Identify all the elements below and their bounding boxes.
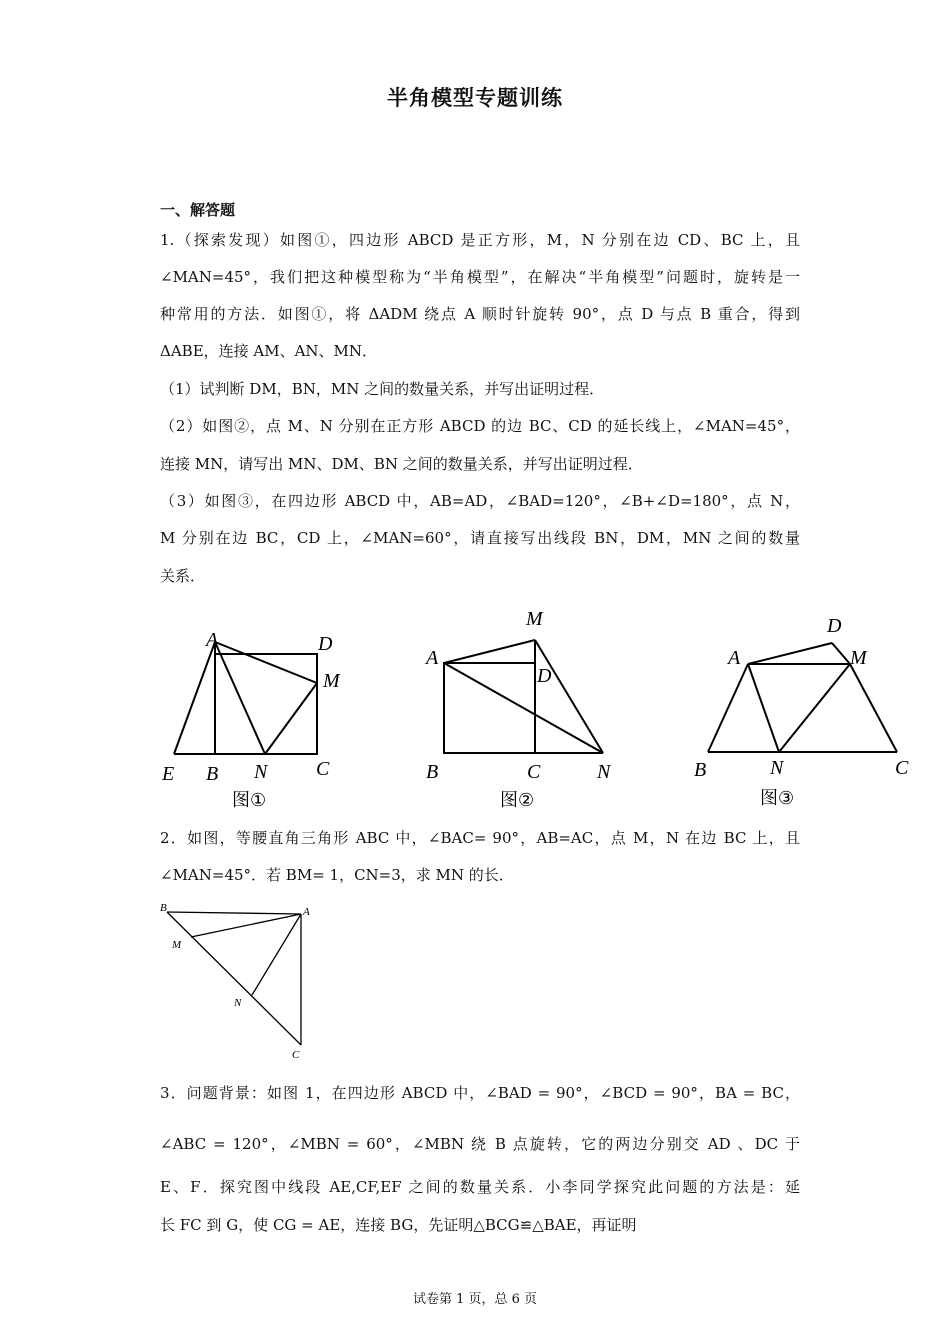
segment-an <box>444 663 603 753</box>
segment-ad <box>748 643 832 664</box>
q2-line-1: 2．如图，等腰直角三角形 ABC 中，∠BAC= 90°，AB=AC，点 M，N 在边 BC 上，且 <box>160 829 800 847</box>
label-b: B <box>206 763 219 785</box>
label-c: C <box>292 1049 300 1061</box>
q1-line-1: 1.（探索发现）如图①，四边形 ABCD 是正方形，M，N 分别在边 CD、BC 上，且 <box>160 231 800 249</box>
segment-ba <box>167 912 301 914</box>
q1-part-3-line-1: （3）如图③，在四边形 ABCD 中，AB=AD，∠BAD=120°，∠B+∠D=180°，点 N， <box>160 492 800 510</box>
q1-line-4: ΔABE，连接 AM、AN、MN． <box>160 342 378 360</box>
segment-an <box>748 664 779 752</box>
segment-nm <box>779 664 850 752</box>
figure-2 <box>420 600 630 815</box>
segment-am <box>444 640 535 663</box>
label-a: A <box>426 647 439 669</box>
q1-part-1: （1）试判断 DM，BN，MN 之间的数量关系，并写出证明过程． <box>160 380 605 398</box>
label-n: N <box>597 761 611 783</box>
label-b: B <box>426 761 439 783</box>
q1-part-3-line-3: 关系． <box>160 567 206 585</box>
label-c: C <box>527 761 541 783</box>
caption-fig3: 图③ <box>760 788 795 809</box>
label-b: B <box>160 902 167 914</box>
segment-nm <box>265 683 317 754</box>
q1-part-2-line-2: 连接 MN，请写出 MN、DM、BN 之间的数量关系，并写出证明过程． <box>160 455 643 473</box>
figure-q2 <box>155 900 325 1065</box>
label-e: E <box>162 763 175 785</box>
q1-part-3-line-2: M 分别在边 BC，CD 上，∠MAN=60°，请直接写出线段 BN，DM，MN 之间的数量 <box>160 529 800 547</box>
q1-line-2: ∠MAN=45°，我们把这种模型称为“半角模型”，在解决“半角模型”问题时，旋转是一 <box>160 268 800 286</box>
label-c: C <box>316 758 330 780</box>
label-b: B <box>694 759 707 781</box>
q3-line-1: 3．问题背景：如图 1，在四边形 ABCD 中，∠BAD = 90°，∠BCD = 90°，BA = BC， <box>160 1084 800 1102</box>
segment-mn <box>535 640 603 753</box>
section-heading: 一、解答题 <box>160 201 236 219</box>
label-a: A <box>728 647 741 669</box>
label-a: A <box>303 906 310 918</box>
q1-part-2-line-1: （2）如图②，点 M、N 分别在正方形 ABCD 的边 BC、CD 的延长线上，∠MAN=45°， <box>160 417 800 435</box>
q2-line-2: ∠MAN=45°．若 BM= 1，CN=3，求 MN 的长． <box>160 866 514 884</box>
label-n: N <box>770 757 784 779</box>
label-d: D <box>827 615 842 637</box>
segment-ab <box>708 664 748 752</box>
label-m: M <box>850 647 867 669</box>
figure-3 <box>690 610 920 815</box>
label-c: C <box>895 757 909 779</box>
q3-line-4: 长 FC 到 G，使 CG = AE，连接 BG，先证明△BCG≌△BAE，再证明 <box>160 1216 637 1234</box>
segment-an <box>252 914 301 995</box>
label-n: N <box>254 761 268 783</box>
figure-1 <box>150 620 350 815</box>
segment-dm <box>832 643 850 664</box>
q3-line-3: E、F．探究图中线段 AE,CF,EF 之间的数量关系．小李同学探究此问题的方法是：延 <box>160 1178 800 1196</box>
segment-ae <box>174 642 215 754</box>
page-footer: 试卷第 1 页，总 6 页 <box>412 1292 538 1307</box>
label-a: A <box>206 629 219 651</box>
page-title: 半角模型专题训练 <box>387 86 563 110</box>
caption-fig1: 图① <box>232 790 267 811</box>
label-m: M <box>526 608 543 630</box>
label-m: M <box>172 939 182 951</box>
q1-line-3: 种常用的方法．如图①，将 ΔADM 绕点 A 顺时针旋转 90°，点 D 与点 B 重合，得到 <box>160 305 800 323</box>
q3-line-2: ∠ABC = 120°，∠MBN = 60°，∠MBN 绕 B 点旋转，它的两边分别交 AD 、DC 于 <box>160 1135 800 1153</box>
segment-am <box>191 914 301 937</box>
label-d: D <box>537 665 552 687</box>
caption-fig2: 图② <box>500 790 535 811</box>
segment-mc <box>850 664 897 752</box>
label-d: D <box>318 633 333 655</box>
segment-bc <box>167 912 301 1045</box>
label-m: M <box>323 670 340 692</box>
label-n: N <box>234 997 242 1009</box>
square-abcd <box>444 663 535 753</box>
